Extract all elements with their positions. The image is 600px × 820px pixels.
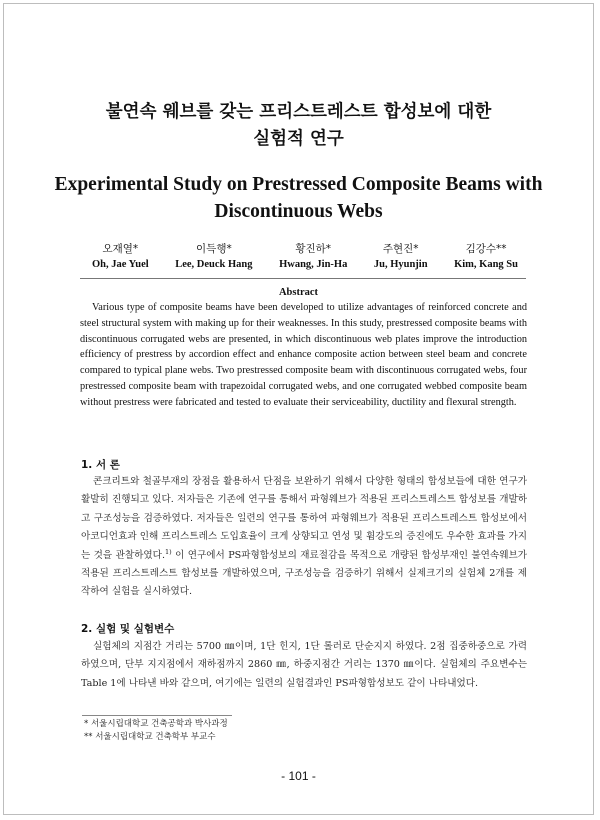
author-name-english: Oh, Jae Yuel [92, 259, 149, 270]
paper-page [3, 3, 594, 815]
korean-title [4, 99, 593, 153]
intro-text-part1: 콘크리트와 철골부재의 장점을 활용하서 단점을 보완하기 위해서 다양한 형태의 합성보들에 대한 연구가 활발히 진행되고 있다. 저자들은 기존에 연구를 통해서 파형웨브가 적용된 프리스트레스트 합성보를 개발하고 구조성능을 검증하였다. 저자들은 일련의 연구를 통하여 파형웨브가 적용된 프리스트레스트 합성보에서 아코디언효과 인해 프리스트레스 도입효율이 크게 상향되고 연성 및 휨강도의 증진에도 우수한 효과를 가지는 것을 관찰하였다. [81, 476, 527, 561]
section-body-experiment: 실험체의 지점간 거리는 5700 ㎜이며, 1단 힌지, 1단 롤러로 단순지지 하였다. 2점 집중하중으로 가력하였으며, 단부 지지점에서 재하점까지 2860 ㎜, 하중지점간 거리는 1370 ㎜이다. 실험체의 주요변수는 Table 1에 나타낸 바와 같으며, 여기에는 일련의 실험결과인 PS파형합성보도 같이 나타내었다. [81, 641, 527, 689]
author-name-english: Ju, Hyunjin [373, 259, 428, 270]
author-name-english: Hwang, Jin-Ha [279, 259, 348, 270]
abstract-body: Various type of composite beams have been developed to utilize advantages of reinforced concrete and steel structural system with making up for their weaknesses. In this study, prestressed composite beams with discontinuous corrugated webs are presented, in which discontinuous web plates improve the introduction efficiency of prestress by accordion effect and enhance composite action between steel beam and concrete compared to typical plane webs. Two prestressed composite beam with discontinuous corrugated webs, four prestressed composite beam with trapezoidal corrugated webs, and one corrugated webbed composite beam without prestress were fabricated and tested to evaluate their serviceability, ductility and flexural strength. [80, 302, 527, 408]
footnote-divider [82, 715, 232, 716]
english-title-line1: Experimental Study on Prestressed Composite Beams with [54, 174, 543, 195]
author-name-korean: 이득행* [196, 243, 232, 255]
reference-marker: 1) [165, 547, 172, 556]
author [175, 242, 252, 273]
section-heading-experiment: 2. 실험 및 실험변수 [81, 623, 175, 635]
page-number: - 101 - [281, 769, 316, 783]
english-title [4, 171, 593, 225]
author-name-korean: 황진하* [295, 243, 332, 255]
author [374, 242, 428, 273]
korean-title-line1: 불연속 웨브를 갖는 프리스트레스트 합성보에 대한 [105, 102, 492, 122]
korean-title-line2: 실험적 연구 [253, 129, 344, 149]
section-heading-introduction: 1. 서 론 [81, 459, 120, 471]
author [454, 242, 518, 273]
section-body-introduction [81, 473, 527, 602]
author-name-korean: 주현진* [382, 243, 419, 255]
author [279, 242, 347, 273]
author [92, 242, 149, 273]
author-name-english: Lee, Deuck Hang [175, 259, 253, 270]
abstract-heading: Abstract [278, 287, 319, 298]
author-name-korean: 김강수** [465, 243, 507, 255]
footnotes [84, 718, 228, 744]
author-name-korean: 오재열* [102, 243, 139, 255]
author-name-english: Kim, Kang Su [454, 259, 518, 270]
english-title-line2: Discontinuous Webs [214, 201, 383, 222]
footnote: * 서울시립대학교 건축공학과 박사과정 [84, 719, 228, 729]
author-list [92, 242, 518, 273]
footnote: ** 서울시립대학교 건축학부 부교수 [84, 732, 216, 742]
header-divider [80, 278, 526, 279]
intro-text-part2: 이 연구에서 PS파형합성보의 재료절감을 목적으로 개량된 합성부재인 불연속웨브가 적용된 프리스트레스트 합성보를 개발하였으며, 구조성능을 검증하기 위해서 실제크기의 실험체 2개를 제작하여 실험을 실시하였다. [81, 549, 527, 598]
